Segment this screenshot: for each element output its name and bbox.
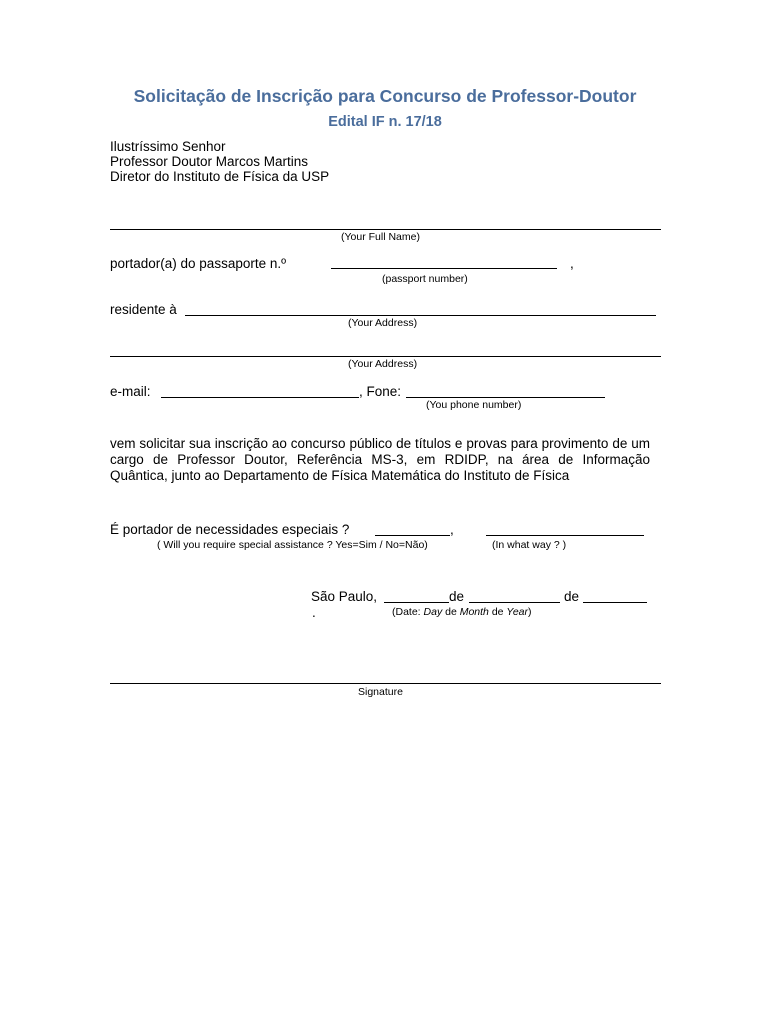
- date-hint-day: Day: [423, 606, 443, 618]
- passport-number-hint: (passport number): [382, 273, 468, 285]
- date-de-2: de: [564, 589, 580, 604]
- date-hint: [392, 606, 532, 618]
- date-hint-de-1: de: [442, 606, 460, 618]
- special-needs-how-field[interactable]: [486, 535, 644, 536]
- passport-comma: ,: [570, 256, 574, 271]
- date-hint-prefix: (Date:: [392, 606, 424, 618]
- addressee-salutation: Ilustríssimo Senhor: [110, 139, 226, 154]
- date-de-1: de: [449, 589, 465, 604]
- residence-label: residente à: [110, 302, 177, 317]
- place-label: São Paulo,: [311, 589, 378, 604]
- address-hint-2: (Your Address): [348, 358, 418, 370]
- date-hint-month: Month: [459, 606, 489, 618]
- special-needs-answer-field[interactable]: [375, 535, 450, 536]
- full-name-hint: (Your Full Name): [341, 231, 420, 243]
- signature-hint: Signature: [358, 686, 403, 698]
- passport-label: portador(a) do passaporte n.º: [110, 256, 287, 271]
- address-field-2[interactable]: [110, 356, 661, 357]
- address-field-1[interactable]: [185, 315, 656, 316]
- date-day-field[interactable]: [384, 602, 449, 603]
- date-month-field[interactable]: [469, 602, 560, 603]
- passport-number-field[interactable]: [331, 268, 557, 269]
- address-hint-1: (Your Address): [348, 317, 418, 329]
- email-field[interactable]: [161, 397, 359, 398]
- date-year-field[interactable]: [583, 602, 647, 603]
- special-needs-how-hint: (In what way ? ): [492, 539, 567, 551]
- date-hint-year: Year: [506, 606, 529, 618]
- phone-field[interactable]: [406, 397, 605, 398]
- request-paragraph: vem solicitar sua inscrição ao concurso público de títulos e provas para provimento de um cargo de Professor Doutor, Referência MS-3, em RDIDP, na área de Informação Quântica, junto ao Departamento de Física Matemática do Instituto de Física: [110, 436, 650, 483]
- special-needs-hint: ( Will you require special assistance ? Yes=Sim / No=Não): [157, 539, 428, 551]
- date-dot: .: [312, 605, 316, 620]
- addressee-position: Diretor do Instituto de Física da USP: [110, 169, 330, 184]
- email-label: e-mail:: [110, 384, 151, 399]
- special-needs-comma: ,: [450, 522, 454, 537]
- phone-label: , Fone:: [359, 384, 402, 399]
- document-title: Solicitação de Inscrição para Concurso de Professor-Doutor: [133, 86, 637, 106]
- special-needs-label: É portador de necessidades especiais ?: [110, 522, 350, 537]
- date-hint-suffix: ): [528, 606, 532, 618]
- signature-field[interactable]: [110, 683, 661, 684]
- addressee-name: Professor Doutor Marcos Martins: [110, 154, 309, 169]
- document-subtitle: Edital IF n. 17/18: [328, 114, 442, 130]
- phone-hint: (You phone number): [426, 399, 522, 411]
- full-name-field[interactable]: [110, 229, 661, 230]
- date-hint-de-2: de: [488, 606, 507, 618]
